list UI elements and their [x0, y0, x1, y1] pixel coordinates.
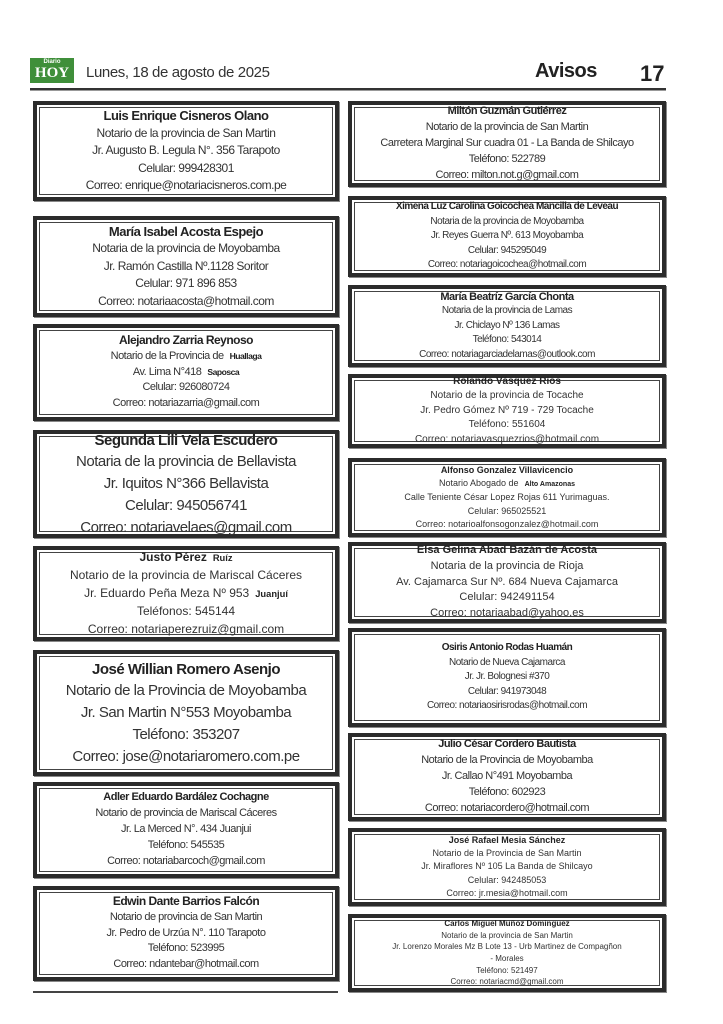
- notice-line: [104, 258, 269, 275]
- notice-line: [121, 822, 251, 838]
- notary-notice: [348, 196, 666, 277]
- notice-line: [125, 495, 247, 517]
- notary-notice: [33, 782, 339, 878]
- notice-text: Jr. Pedro de Urzúa N°. 110 Tarapoto: [106, 926, 266, 939]
- notice-line: [442, 769, 572, 785]
- notice-line: [380, 136, 633, 152]
- notice-frame: [354, 375, 660, 445]
- notice-line: [430, 389, 583, 404]
- notice-text: Correo: notariacordero@hotmail.com: [424, 801, 590, 814]
- notice-line: [84, 585, 288, 603]
- notary-name: [92, 659, 280, 681]
- notice-line: [459, 590, 554, 606]
- notice-text: Jr. Lorenzo Morales Mz B Lote 13 - Urb Martinez de Compagñon: [392, 942, 622, 952]
- notice-line: [81, 702, 291, 724]
- notice-line: [476, 965, 537, 977]
- notary-name: [438, 737, 576, 753]
- notice-frame: [39, 107, 333, 195]
- notice-line: [404, 491, 609, 504]
- notice-text: Elsa Gelina Abad Bazán de Acosta: [416, 543, 598, 556]
- notice-line: [415, 433, 599, 448]
- notary-notice: [33, 324, 339, 421]
- notice-text: Teléfono: 353207: [132, 725, 240, 743]
- notice-text: Correo: notariavelaes@gmail.com: [80, 518, 292, 536]
- notice-frame: [354, 464, 660, 531]
- notice-text: Notario Abogado de: [439, 478, 519, 489]
- notice-text: Celular: 999428301: [138, 160, 234, 175]
- notice-text: Notario de la Provincia de Moyobamba: [421, 754, 593, 767]
- notice-text: Correo: notariavasquezrios@hotmail.com: [414, 433, 600, 445]
- notice-line: [431, 229, 583, 244]
- notice-text: Notario de provincia de Mariscal Cáceres: [95, 807, 277, 820]
- notice-text: Jr. Miraflores Nº 105 La Banda de Shilcayo: [421, 861, 593, 872]
- notice-bold-text: Ruíz: [212, 552, 233, 563]
- page-number: 17: [640, 61, 665, 86]
- notice-text: Jr. Augusto B. Legula N°. 356 Tarapoto: [92, 143, 280, 158]
- notice-text: María Beatríz García Chonta: [440, 290, 574, 303]
- notice-line: [468, 874, 547, 887]
- notice-text: Miltón Guzmán Gutiérrez: [447, 105, 567, 118]
- notice-line: [392, 941, 621, 953]
- notice-line: [469, 152, 545, 168]
- notice-text: Correo: notariazarria@gmail.com: [112, 397, 260, 410]
- notary-name: [444, 918, 569, 930]
- notary-name: [449, 834, 566, 847]
- notice-text: Jr. Ramón Castilla Nº.1128 Soritor: [103, 258, 269, 273]
- notary-name: [109, 223, 263, 240]
- notice-line: [421, 860, 592, 873]
- notice-line: [465, 670, 550, 685]
- notice-text: Luis Enrique Cisneros Olano: [103, 108, 269, 124]
- notice-frame: [354, 202, 660, 271]
- notice-text: Correo: jose@notariaromero.com.pe: [72, 747, 300, 765]
- notice-text: Edwin Dante Barrios Falcón: [112, 893, 260, 908]
- notary-notice: [348, 458, 666, 537]
- notice-text: Teléfono: 543014: [472, 334, 542, 346]
- notary-name: [442, 641, 573, 656]
- issue-date: Lunes, 18 de agosto de 2025: [86, 64, 270, 81]
- notice-text: Jr. La Merced N°. 434 Juanjui: [121, 823, 251, 836]
- notice-text: Notaria de la provincia de Bellavista: [76, 453, 296, 471]
- notary-notice: [33, 101, 339, 201]
- notice-frame: [39, 330, 333, 415]
- notice-text: Av. Cajamarca Sur Nº. 684 Nueva Cajamarca: [396, 575, 618, 588]
- notice-text: Notaria de la provincia de Moyobamba: [92, 241, 280, 256]
- notary-notice: [33, 546, 339, 641]
- notice-line: [442, 304, 572, 319]
- notice-text: - Morales: [490, 954, 524, 963]
- notice-text: Celular: 945295049: [467, 244, 547, 256]
- notice-line: [432, 847, 581, 860]
- notice-frame: [39, 549, 333, 636]
- notice-text: Ximena Luz Carolina Goicochea Mancilla de Leveau: [395, 201, 619, 213]
- notary-notice: [348, 628, 666, 727]
- notice-frame: [354, 739, 660, 815]
- notice-line: [76, 451, 296, 473]
- notice-line: [133, 365, 239, 381]
- notice-text: Correo: notariagoicochea@hotmail.com: [427, 259, 587, 271]
- notice-text: Notario de Nueva Cajamarca: [449, 656, 565, 668]
- notice-line: [72, 746, 299, 768]
- notice-text: Notario de provincia de San Martin: [109, 910, 263, 923]
- notice-line: [104, 473, 269, 495]
- newspaper-logo: [30, 58, 74, 83]
- notice-frame: [39, 222, 333, 311]
- notice-text: Notario de la provincia de Mariscal Cáceres: [69, 568, 303, 583]
- notice-text: Rolando Vásquez Rios: [453, 375, 561, 387]
- notary-name: [417, 543, 597, 559]
- notice-text: Celular: 942485053: [467, 874, 547, 885]
- notice-text: Correo: notariaosirisrodas@hotmail.com: [426, 700, 588, 712]
- notice-frame: [39, 431, 333, 536]
- notice-bold-text: Huallaga: [229, 350, 262, 361]
- logo-main-text: HOY: [34, 65, 70, 81]
- notary-name: [103, 790, 268, 806]
- notary-name: [448, 104, 567, 120]
- notice-line: [469, 418, 546, 433]
- notice-frame: [39, 892, 333, 975]
- notice-line: [425, 801, 589, 817]
- notice-text: José Rafael Mesia Sánchez: [448, 835, 566, 846]
- notice-line: [396, 575, 618, 591]
- notice-text: Teléfono: 523995: [147, 942, 225, 955]
- notice-frame: [39, 788, 333, 872]
- logo-top-text: Diario: [43, 59, 61, 65]
- notice-line: [97, 125, 276, 142]
- notice-text: Notaria de la provincia de Moyobamba: [430, 215, 584, 227]
- notice-line: [137, 603, 235, 620]
- notice-text: Jr. Chiclayo Nº 136 Lamas: [454, 319, 560, 331]
- notice-line: [132, 724, 239, 746]
- notary-name: [441, 464, 573, 477]
- notice-line: [428, 258, 586, 273]
- notice-line: [441, 930, 573, 942]
- notice-text: Correo: notariaacosta@hotmail.com: [98, 293, 274, 308]
- notice-line: [468, 685, 546, 700]
- notice-bold-text: Juanjuí: [255, 588, 288, 599]
- notice-text: José Willian Romero Asenjo: [91, 660, 281, 678]
- notice-text: Notario de la provincia de San Martin: [96, 125, 276, 140]
- notice-text: Notario de la Provincia de: [110, 349, 224, 362]
- notice-text: Jr. San Martin N°553 Moyobamba: [80, 704, 292, 722]
- notice-text: Celular: 941973048: [467, 685, 547, 697]
- notary-name: [440, 290, 573, 305]
- notice-line: [86, 177, 287, 194]
- notice-text: Alfonso Gonzalez Villavicencio: [440, 465, 574, 476]
- notice-frame: [354, 834, 660, 900]
- notice-line: [454, 319, 559, 334]
- notice-line: [70, 567, 302, 584]
- notice-text: Correo: notariaperezruiz@gmail.com: [87, 621, 285, 636]
- section-title: Avisos: [535, 60, 597, 82]
- notice-line: [446, 887, 567, 900]
- notice-line: [421, 753, 593, 769]
- notice-line: [148, 941, 224, 957]
- notice-line: [92, 240, 279, 257]
- notice-text: Teléfono: 521497: [476, 965, 538, 975]
- notary-notice: [348, 828, 666, 906]
- notice-text: Notario de la Provincia de San Martin: [432, 848, 582, 859]
- notice-line: [111, 349, 262, 365]
- notice-line: [135, 275, 236, 292]
- notary-notice: [33, 886, 339, 981]
- notary-notice: [348, 542, 666, 623]
- header-rule: [30, 88, 666, 91]
- notice-line: [98, 293, 274, 310]
- notice-line: [436, 168, 579, 184]
- notice-line: [107, 926, 266, 942]
- notice-frame: [354, 634, 660, 721]
- notice-text: Correo: milton.not.g@gmail.com: [435, 168, 579, 181]
- notice-line: [449, 656, 565, 671]
- notice-frame: [39, 656, 333, 770]
- notice-text: Celular: 926080724: [142, 381, 230, 394]
- notice-text: Teléfono: 602923: [468, 785, 546, 798]
- notice-text: Celular: 945056741: [125, 496, 247, 514]
- notary-notice: [33, 216, 339, 317]
- notice-line: [148, 838, 224, 854]
- notice-text: Jr. Pedro Gómez Nº 719 - 729 Tocache: [420, 404, 594, 416]
- notice-line: [468, 505, 547, 518]
- notice-text: Jr. Eduardo Peña Meza Nº 953: [84, 585, 250, 600]
- notary-notice: [348, 285, 666, 367]
- notary-notice: [33, 430, 339, 538]
- notice-text: Jr. Reyes Guerra Nº. 613 Moyobamba: [430, 230, 584, 242]
- notice-line: [473, 333, 542, 348]
- notice-text: Teléfonos: 545144: [136, 604, 236, 619]
- notice-text: Celular: 942491154: [459, 591, 555, 604]
- notice-line: [430, 215, 583, 230]
- notice-text: Justo Pérez: [139, 549, 207, 564]
- notice-line: [138, 160, 234, 177]
- notice-text: Carlos Miguel Muñoz Dominguez: [444, 919, 570, 929]
- notice-line: [416, 518, 599, 531]
- notice-frame: [354, 291, 660, 361]
- notice-line: [88, 621, 284, 638]
- notice-frame: [354, 920, 660, 986]
- notice-text: Notario de la Provincia de Moyobamba: [65, 682, 307, 700]
- notice-line: [80, 517, 292, 539]
- notice-bold-text: Alto Amazonas: [524, 481, 575, 489]
- notice-line: [430, 606, 584, 622]
- notice-text: Adler Eduardo Bardález Cochagne: [103, 791, 269, 804]
- notice-text: Notario de la provincia de Tocache: [430, 390, 584, 402]
- notice-text: Calle Teniente César Lopez Rojas 611 Yurimaguas.: [404, 492, 610, 503]
- notary-notice: [348, 101, 666, 187]
- notary-notice: [348, 733, 666, 821]
- notary-name: [104, 107, 269, 124]
- bottom-rule: [33, 991, 338, 993]
- notice-text: Notario de la provincia de San Martin: [441, 930, 573, 940]
- notice-line: [92, 142, 280, 159]
- notice-text: Notaria de la provincia de Lamas: [441, 305, 573, 317]
- notice-line: [95, 806, 276, 822]
- notice-text: Correo: notariabarcoch@gmail.com: [107, 854, 265, 867]
- notice-text: Correo: jr.mesia@hotmail.com: [446, 887, 568, 898]
- notary-name: [113, 894, 259, 910]
- notice-text: Notaria de la provincia de Rioja: [430, 559, 584, 572]
- notice-bold-text: Saposca: [207, 366, 240, 377]
- notice-text: Teléfono: 551604: [468, 419, 546, 431]
- notice-text: Correo: ndantebar@hotmail.com: [113, 958, 259, 971]
- notice-line: [426, 120, 588, 136]
- notice-text: Celular: 965025521: [467, 505, 547, 516]
- notice-line: [450, 976, 563, 988]
- notice-line: [113, 957, 258, 973]
- notice-line: [66, 680, 306, 702]
- notary-notice: [33, 650, 339, 776]
- notice-frame: [354, 107, 660, 181]
- notice-line: [107, 854, 265, 870]
- notice-line: [439, 477, 575, 491]
- notary-name: [95, 430, 278, 452]
- notice-text: Teléfono: 545535: [147, 838, 225, 851]
- notice-line: [420, 404, 594, 419]
- notice-text: María Isabel Acosta Espejo: [108, 223, 264, 239]
- notice-text: Notario de la provincia de San Martin: [425, 121, 589, 134]
- notice-line: [469, 785, 545, 801]
- notary-notice: [348, 914, 666, 992]
- notary-notice: [348, 374, 666, 448]
- notice-text: Jr. Jr. Bolognesi #370: [464, 671, 550, 683]
- notice-line: [419, 348, 595, 363]
- notice-frame: [354, 543, 660, 620]
- notice-line: [431, 559, 584, 575]
- notice-line: [468, 244, 546, 259]
- notice-text: Carretera Marginal Sur cuadra 01 - La Banda de Shilcayo: [380, 137, 634, 150]
- notice-text: Celular: 971 896 853: [135, 276, 237, 291]
- notice-text: Correo: notariacmd@gmail.com: [450, 977, 564, 987]
- notice-text: Julio César Cordero Bautista: [438, 738, 576, 751]
- notice-line: [110, 910, 262, 926]
- notice-text: Jr. Callao N°491 Moyobamba: [441, 770, 573, 783]
- notice-text: Correo: enrique@notariacisneros.com.pe: [85, 178, 287, 193]
- notice-text: Alejandro Zarria Reynoso: [118, 332, 254, 347]
- notice-line: [490, 953, 523, 965]
- notice-text: Jr. Iquitos N°366 Bellavista: [103, 475, 269, 493]
- notice-text: Segunda Lili Vela Escudero: [94, 431, 278, 449]
- notice-text: Correo: notariagarciadelamas@outlook.com: [419, 348, 595, 360]
- notice-text: Av. Lima N°418: [132, 365, 202, 378]
- notice-text: Osiris Antonio Rodas Huamán: [441, 642, 573, 654]
- notice-line: [427, 699, 587, 714]
- notice-text: Correo: notariaabad@yahoo.es: [430, 607, 584, 620]
- notary-name: [119, 333, 253, 349]
- notice-text: Correo: notarioalfonsogonzalez@hotmail.com: [415, 518, 599, 529]
- notary-name: [396, 200, 618, 215]
- notice-line: [142, 380, 229, 396]
- notice-line: [113, 396, 260, 412]
- notice-text: Teléfono: 522789: [468, 152, 546, 165]
- notary-name: [453, 375, 561, 390]
- notary-name: [139, 549, 232, 567]
